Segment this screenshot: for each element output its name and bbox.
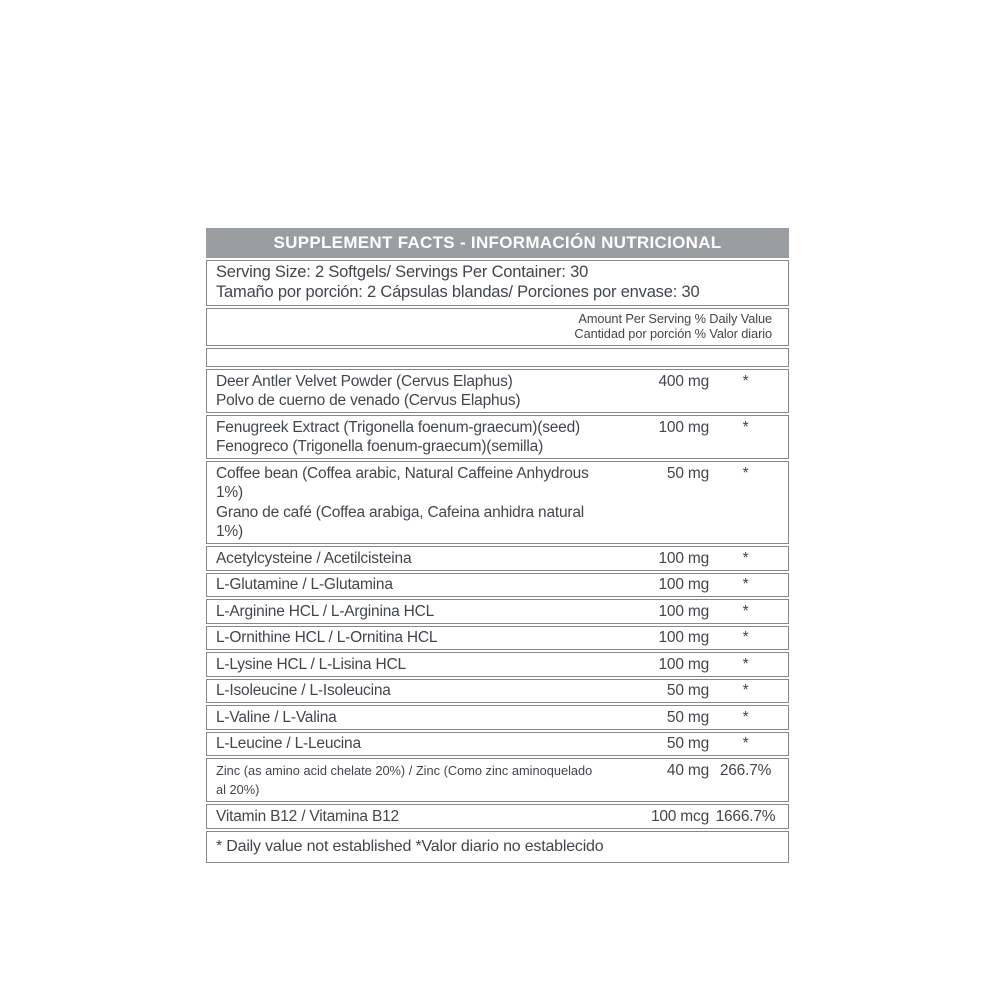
column-header-en: Amount Per Serving % Daily Value bbox=[578, 311, 772, 326]
ingredient-daily-value: * bbox=[742, 708, 749, 726]
ingredient-amount: 50 mg bbox=[666, 464, 709, 482]
ingredient-amount: 100 mg bbox=[658, 629, 709, 646]
ingredient-name-bilingual: L-Leucine / L-Leucina bbox=[216, 735, 361, 752]
ingredient-name-bilingual: L-Arginine HCL / L-Arginina HCL bbox=[216, 602, 435, 620]
ingredient-name-bilingual: L-Valine / L-Valina bbox=[216, 708, 337, 726]
ingredient-name bbox=[216, 575, 599, 595]
ingredient-name-bilingual: Vitamin B12 / Vitamina B12 bbox=[216, 807, 399, 825]
column-headers bbox=[206, 308, 789, 346]
ingredient-name bbox=[216, 655, 599, 675]
ingredient-name-en: Deer Antler Velvet Powder (Cervus Elaphus) bbox=[216, 372, 513, 390]
panel-title: SUPPLEMENT FACTS - INFORMACIÓN NUTRICIONAL bbox=[206, 228, 789, 258]
ingredient-row-l-isoleucine bbox=[206, 679, 789, 704]
ingredient-name-bilingual: L-Isoleucine / L-Isoleucina bbox=[216, 682, 391, 699]
ingredient-name bbox=[216, 708, 599, 728]
ingredient-name bbox=[216, 464, 599, 542]
ingredient-name bbox=[216, 602, 599, 622]
ingredient-name bbox=[216, 807, 599, 827]
ingredient-name bbox=[216, 734, 599, 754]
ingredient-daily-value: * bbox=[742, 682, 749, 699]
serving-size-es: Tamaño por porción: 2 Cápsulas blandas/ Porciones por envase: 30 bbox=[216, 282, 700, 301]
ingredient-daily-value: * bbox=[742, 418, 749, 436]
footnote: * Daily value not established *Valor diario no establecido bbox=[206, 831, 789, 863]
ingredient-daily-value: * bbox=[742, 549, 749, 567]
ingredient-daily-value: * bbox=[742, 655, 749, 673]
ingredient-row-acetylcysteine bbox=[206, 546, 789, 571]
ingredient-name bbox=[216, 549, 599, 569]
ingredient-row-zinc bbox=[206, 758, 789, 802]
ingredient-amount: 50 mg bbox=[666, 735, 709, 752]
ingredient-daily-value: * bbox=[742, 372, 749, 390]
ingredient-daily-value: * bbox=[742, 576, 749, 593]
column-header-es: Cantidad por porción % Valor diario bbox=[574, 325, 772, 341]
ingredient-row-l-lysine bbox=[206, 652, 789, 677]
spacer-row bbox=[206, 348, 789, 367]
ingredient-name-bilingual: Zinc (as amino acid chelate 20%) / Zinc (Como zinc aminoquelado al 20%) bbox=[216, 762, 593, 797]
ingredient-amount: 100 mg bbox=[658, 602, 709, 620]
ingredient-daily-value: 266.7% bbox=[719, 761, 772, 779]
ingredient-amount: 100 mg bbox=[658, 418, 709, 436]
supplement-facts-panel bbox=[206, 228, 789, 863]
ingredient-daily-value: * bbox=[742, 602, 749, 620]
ingredient-name-es: Fenogreco (Trigonella foenum-graecum)(semilla) bbox=[216, 438, 544, 455]
ingredient-row-l-arginine bbox=[206, 599, 789, 624]
ingredient-row-l-valine bbox=[206, 705, 789, 730]
ingredient-amount: 100 mg bbox=[658, 655, 709, 673]
ingredient-row-l-glutamine bbox=[206, 573, 789, 598]
ingredient-row-deer-antler-velvet bbox=[206, 369, 789, 413]
ingredient-amount: 50 mg bbox=[666, 708, 709, 726]
ingredient-name-en: Fenugreek Extract (Trigonella foenum-graecum)(seed) bbox=[216, 418, 580, 436]
ingredient-daily-value: * bbox=[742, 629, 749, 646]
ingredient-row-fenugreek bbox=[206, 415, 789, 459]
ingredient-name bbox=[216, 372, 599, 411]
ingredient-name bbox=[216, 761, 599, 800]
ingredient-row-l-leucine bbox=[206, 732, 789, 757]
ingredient-amount: 100 mcg bbox=[650, 807, 709, 825]
serving-info bbox=[206, 260, 789, 306]
ingredient-name-bilingual: L-Ornithine HCL / L-Ornitina HCL bbox=[216, 629, 438, 646]
ingredient-row-vitamin-b12 bbox=[206, 804, 789, 829]
ingredient-daily-value: * bbox=[742, 464, 749, 482]
ingredient-amount: 100 mg bbox=[658, 549, 709, 567]
ingredient-name bbox=[216, 418, 599, 457]
ingredient-name bbox=[216, 628, 599, 648]
ingredient-daily-value: * bbox=[742, 735, 749, 752]
ingredient-amount: 40 mg bbox=[666, 761, 709, 779]
ingredient-amount: 100 mg bbox=[658, 576, 709, 593]
ingredient-amount: 50 mg bbox=[666, 682, 709, 699]
serving-size-en: Serving Size: 2 Softgels/ Servings Per Container: 30 bbox=[216, 263, 589, 281]
ingredient-name bbox=[216, 681, 599, 701]
ingredient-row-l-ornithine bbox=[206, 626, 789, 651]
ingredient-name-bilingual: Acetylcysteine / Acetilcisteina bbox=[216, 549, 412, 567]
ingredient-name-bilingual: L-Glutamine / L-Glutamina bbox=[216, 576, 393, 593]
ingredient-row-coffee-bean bbox=[206, 461, 789, 544]
ingredient-name-es: Grano de café (Coffea arabiga, Cafeina anhidra natural 1%) bbox=[216, 503, 585, 540]
ingredient-amount: 400 mg bbox=[658, 372, 709, 390]
ingredient-name-bilingual: L-Lysine HCL / L-Lisina HCL bbox=[216, 655, 406, 673]
ingredient-daily-value: 1666.7% bbox=[715, 807, 776, 825]
ingredient-name-en: Coffee bean (Coffea arabic, Natural Caffeine Anhydrous 1%) bbox=[216, 464, 589, 501]
ingredient-name-es: Polvo de cuerno de venado (Cervus Elaphus) bbox=[216, 392, 521, 409]
